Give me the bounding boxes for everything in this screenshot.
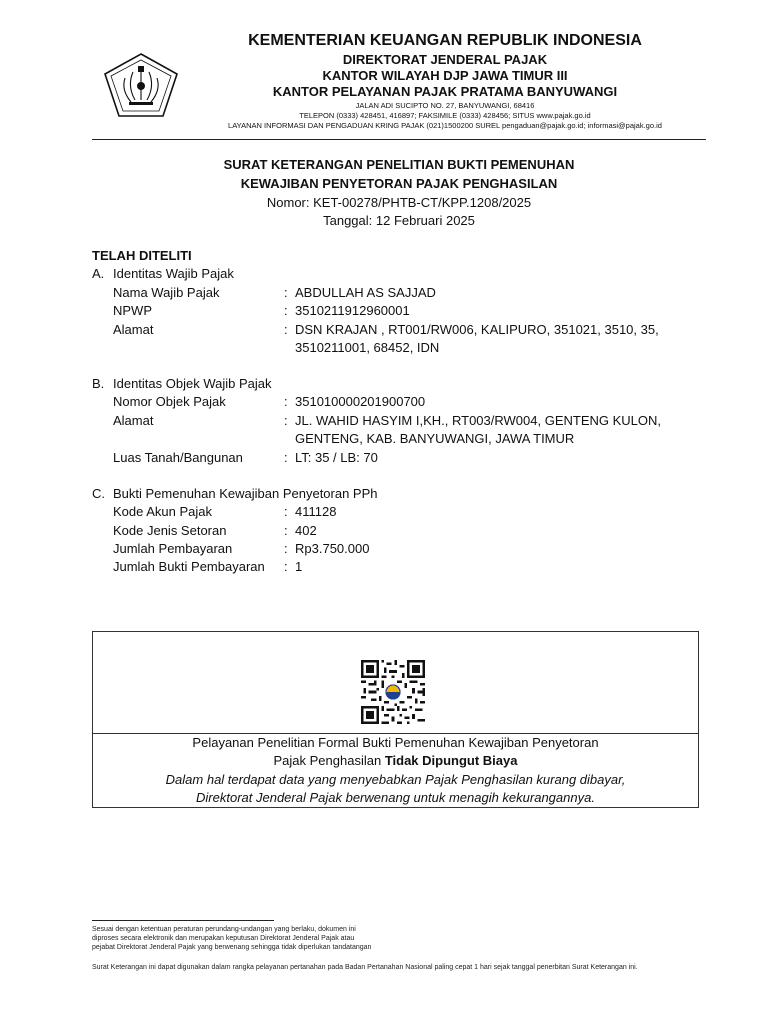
tax-object-number: 351010000201900700: [295, 394, 426, 409]
footnote-line1: Sesuai dengan ketentuan peraturan perundang-undangan yang berlaku, dokumen ini: [92, 926, 356, 933]
tax-office-name: KANTOR PELAYANAN PAJAK PRATAMA BANYUWANGI: [272, 84, 618, 99]
taxpayer-address: DSN KRAJAN , RT001/RW006, KALIPURO, 351021, 3510, 35,: [295, 322, 659, 337]
field-colon: :: [284, 322, 288, 337]
field-colon: :: [284, 285, 288, 300]
tax-account-code: 411128: [295, 504, 337, 519]
ministry-name: KEMENTERIAN KEUANGAN REPUBLIK INDONESIA: [248, 32, 642, 49]
field-label: Nama Wajib Pajak: [113, 285, 220, 300]
document-date: Tanggal: 12 Februari 2025: [323, 213, 475, 228]
disclaimer-line2: Direktorat Jenderal Pajak berwenang untuk menagih kekurangannya.: [196, 790, 595, 805]
taxpayer-address-cont: 3510211001, 68452, IDN: [295, 340, 440, 355]
field-colon: :: [284, 394, 288, 409]
section-b-marker: B.: [92, 376, 105, 391]
office-address: JALAN ADI SUCIPTO NO. 27, BANYUWANGI, 68416: [355, 101, 535, 110]
payment-amount: Rp3.750.000: [295, 541, 370, 556]
document-title-line2: KEWAJIBAN PENYETORAN PAJAK PENGHASILAN: [240, 176, 558, 191]
service-note-line1: Pelayanan Penelitian Formal Bukti Pemenuhan Kewajiban Penyetoran: [192, 735, 599, 750]
field-label: Jumlah Pembayaran: [113, 541, 233, 556]
qr-code-icon: [361, 660, 425, 724]
section-b-title: Identitas Objek Wajib Pajak: [113, 376, 272, 391]
regional-office-name: KANTOR WILAYAH DJP JAWA TIMUR III: [322, 68, 568, 83]
footnote-usage-note: Surat Keterangan ini dapat digunakan dalam rangka pelayanan pertanahan pada Badan Pertanahan Nasional paling cepat 1 hari sejak tanggal penerbitan Surat Keterangan ini.: [92, 964, 638, 971]
taxpayer-name: ABDULLAH AS SAJJAD: [295, 285, 436, 300]
directorate-name: DIREKTORAT JENDERAL PAJAK: [342, 52, 548, 67]
footnote-divider: [92, 920, 274, 921]
field-label: Luas Tanah/Bangunan: [113, 450, 243, 465]
verification-box: [92, 631, 699, 808]
field-label: Nomor Objek Pajak: [113, 394, 226, 409]
object-address: JL. WAHID HASYIM I,KH., RT003/RW004, GENTENG KULON,: [295, 413, 662, 428]
document-number: Nomor: KET-00278/PHTB-CT/KPP.1208/2025: [266, 195, 532, 210]
section-a-title: Identitas Wajib Pajak: [113, 266, 234, 281]
footnote-line2: diproses secara elektronik dan merupakan keputusan Direktorat Jenderal Pajak atau: [92, 935, 355, 942]
section-c-title: Bukti Pemenuhan Kewajiban Penyetoran PPh: [113, 486, 378, 501]
field-colon: :: [284, 559, 288, 574]
land-building-area: LT: 35 / LB: 70: [295, 450, 378, 465]
field-label: NPWP: [113, 303, 152, 318]
deposit-type-code: 402: [295, 523, 317, 538]
box-divider: [93, 733, 698, 734]
office-service-info: LAYANAN INFORMASI DAN PENGADUAN KRING PAJAK (021)1500200 SUREL pengaduan@pajak.go.id; informasi@pajak.go.id: [228, 121, 662, 130]
footnote-line3: pejabat Direktorat Jenderal Pajak yang berwenang sehingga tidak diperlukan tandatangan: [92, 944, 372, 951]
ministry-emblem-icon: [103, 52, 179, 118]
field-label: Kode Jenis Setoran: [113, 523, 227, 538]
field-label: Alamat: [113, 322, 154, 337]
field-label: Kode Akun Pajak: [113, 504, 213, 519]
section-heading: TELAH DITELITI: [92, 248, 192, 263]
free-of-charge-text: Tidak Dipungut Biaya: [384, 753, 518, 768]
taxpayer-npwp: 3510211912960001: [295, 303, 410, 318]
object-address-cont: GENTENG, KAB. BANYUWANGI, JAWA TIMUR: [295, 431, 575, 446]
field-label: Jumlah Bukti Pembayaran: [113, 559, 265, 574]
field-colon: :: [284, 303, 288, 318]
service-note-prefix: Pajak Penghasilan: [273, 753, 385, 768]
field-label: Alamat: [113, 413, 154, 428]
section-a-marker: A.: [92, 266, 105, 281]
document-title-line1: SURAT KETERANGAN PENELITIAN BUKTI PEMENUHAN: [223, 157, 575, 172]
disclaimer-line1: Dalam hal terdapat data yang menyebabkan Pajak Penghasilan kurang dibayar,: [165, 772, 626, 787]
field-colon: :: [284, 541, 288, 556]
field-colon: :: [284, 504, 288, 519]
letterhead-divider: [92, 139, 706, 140]
office-phone: TELEPON (0333) 428451, 416897; FAKSIMILE (0333) 428456; SITUS www.pajak.go.id: [299, 111, 591, 120]
section-c-marker: C.: [92, 486, 105, 501]
field-colon: :: [284, 523, 288, 538]
payment-proof-count: 1: [295, 559, 303, 574]
service-note-line2: [93, 753, 698, 768]
field-colon: :: [284, 413, 288, 428]
field-colon: :: [284, 450, 288, 465]
